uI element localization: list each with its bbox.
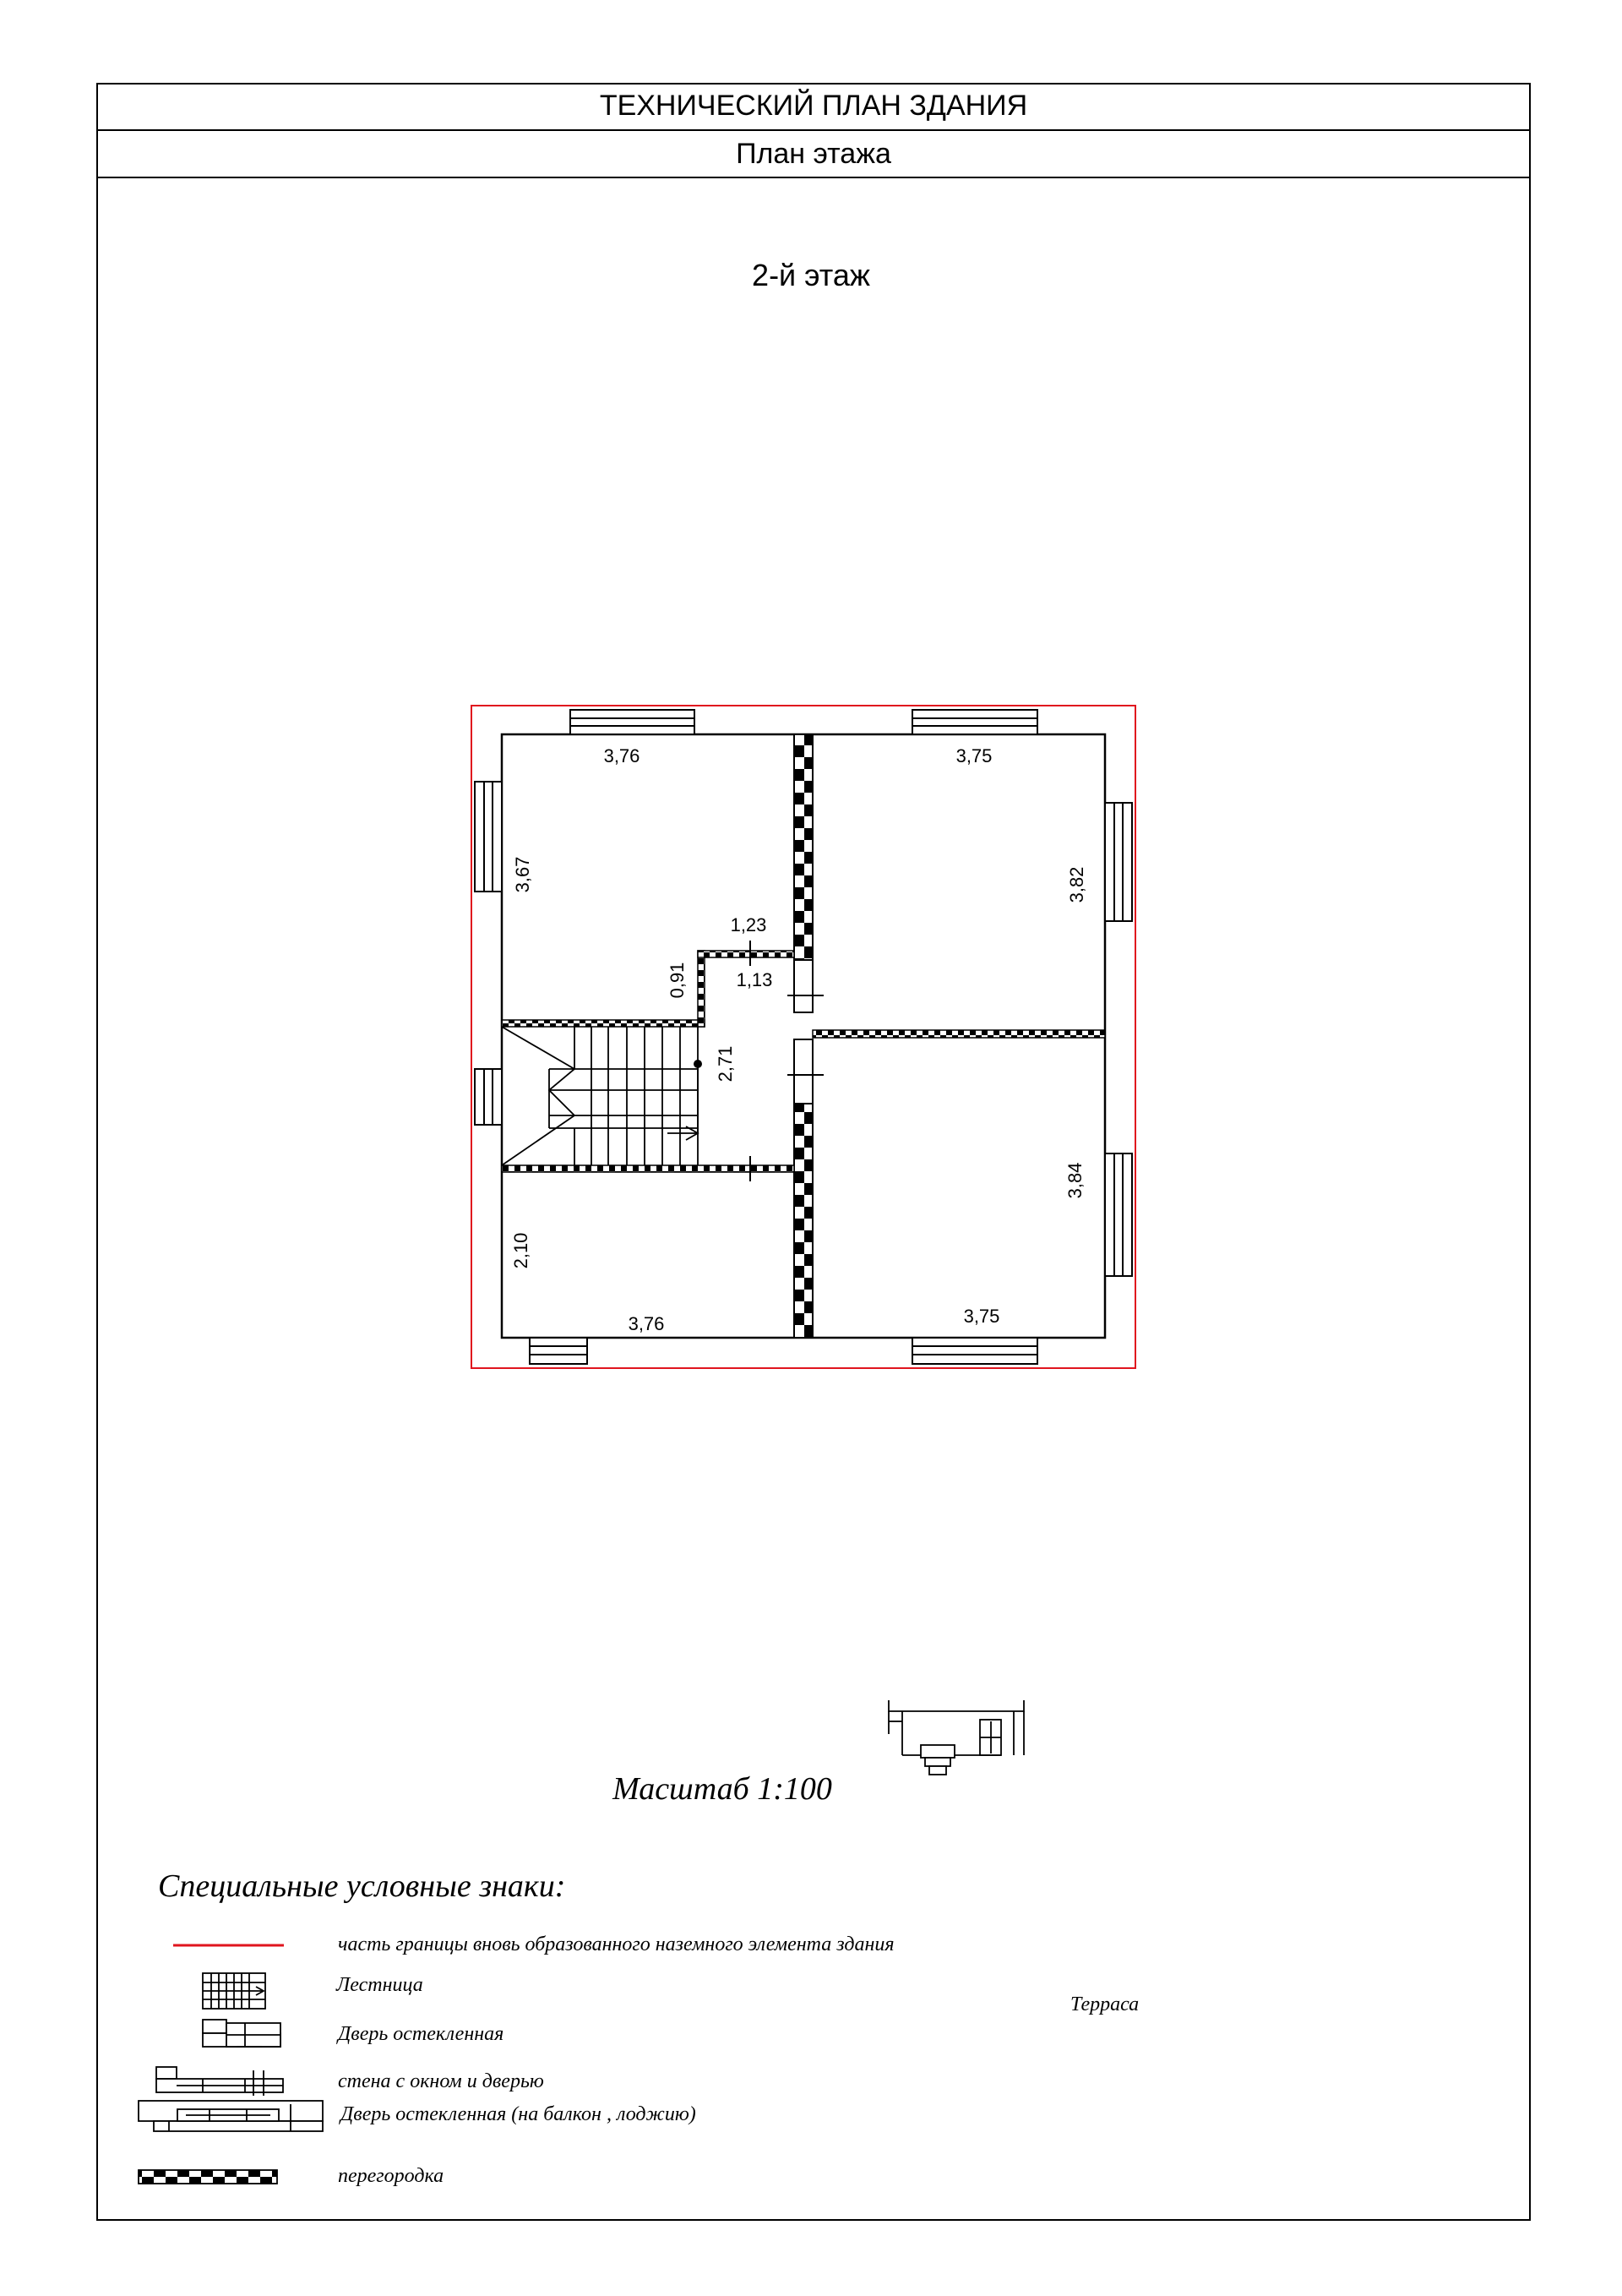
- floor-label: 2-й этаж: [752, 258, 870, 292]
- central-wall-bottom: [794, 1104, 813, 1338]
- partition-niche-horizontal: [698, 951, 794, 957]
- legend-stair-label: Лестница: [336, 1974, 423, 1996]
- dim-niche-height: 0,91: [667, 962, 688, 999]
- legend-partition-symbol: [139, 2170, 277, 2184]
- window-right-bottom: [1105, 1153, 1132, 1276]
- dim-right-top-height: 3,82: [1066, 866, 1087, 903]
- legend-terrace-symbol: [889, 1700, 1024, 1775]
- partition-left-upper: [502, 1020, 705, 1027]
- stair-start-dot: [694, 1060, 702, 1068]
- document-subtitle: План этажа: [96, 131, 1531, 178]
- legend-partition-label: перегородка: [338, 2165, 444, 2187]
- window-right-top: [1105, 803, 1132, 921]
- legend-wall-window-door-label: стена с окном и дверью: [338, 2070, 544, 2092]
- central-wall-top: [794, 734, 813, 960]
- dim-bottom-left-width: 3,76: [628, 1313, 665, 1334]
- dim-top-left-width: 3,76: [603, 745, 640, 766]
- partition-niche-vertical: [698, 951, 705, 1027]
- document-title: ТЕХНИЧЕСКИЙ ПЛАН ЗДАНИЯ: [96, 83, 1531, 131]
- legend-balcony-door-symbol: [139, 2101, 323, 2131]
- window-left-top: [475, 782, 502, 892]
- staircase: [502, 1027, 698, 1165]
- legend-glazed-door-symbol: [203, 2020, 280, 2047]
- dim-bottom-right-width: 3,75: [963, 1306, 1000, 1327]
- door-right-bottom: [787, 1039, 824, 1104]
- window-bottom-right: [912, 1338, 1037, 1364]
- dim-stair-length: 2,71: [715, 1045, 736, 1083]
- legend-glazed-door-label: Дверь остекленная: [338, 2023, 504, 2045]
- window-left-middle: [475, 1069, 502, 1125]
- dim-top-right-width: 3,75: [955, 745, 993, 766]
- dim-bottom-left-height: 2,10: [510, 1232, 531, 1269]
- window-top-right: [912, 710, 1037, 734]
- dim-niche-width: 1,23: [730, 914, 767, 935]
- legend-title: Специальные условные знаки:: [158, 1868, 566, 1904]
- door-right-top: [787, 960, 824, 1012]
- partition-right: [813, 1030, 1105, 1038]
- legend-wall-window-door-symbol: [156, 2067, 283, 2096]
- legend-balcony-door-label: Дверь остекленная (на балкон , лоджию): [340, 2103, 696, 2125]
- dim-left-room-height: 3,67: [512, 856, 533, 893]
- legend-boundary-label: часть границы вновь образованного наземного элемента здания: [338, 1933, 895, 1955]
- window-bottom-left: [530, 1338, 587, 1364]
- legend-terrace-label: Терраса: [1070, 1993, 1140, 2015]
- window-top-left: [570, 710, 694, 734]
- dim-right-bottom-height: 3,84: [1064, 1162, 1086, 1199]
- scale-label: Масштаб 1:100: [612, 1771, 832, 1807]
- dim-hall-width: 1,13: [736, 969, 773, 990]
- legend-stair-symbol: [203, 1973, 265, 2009]
